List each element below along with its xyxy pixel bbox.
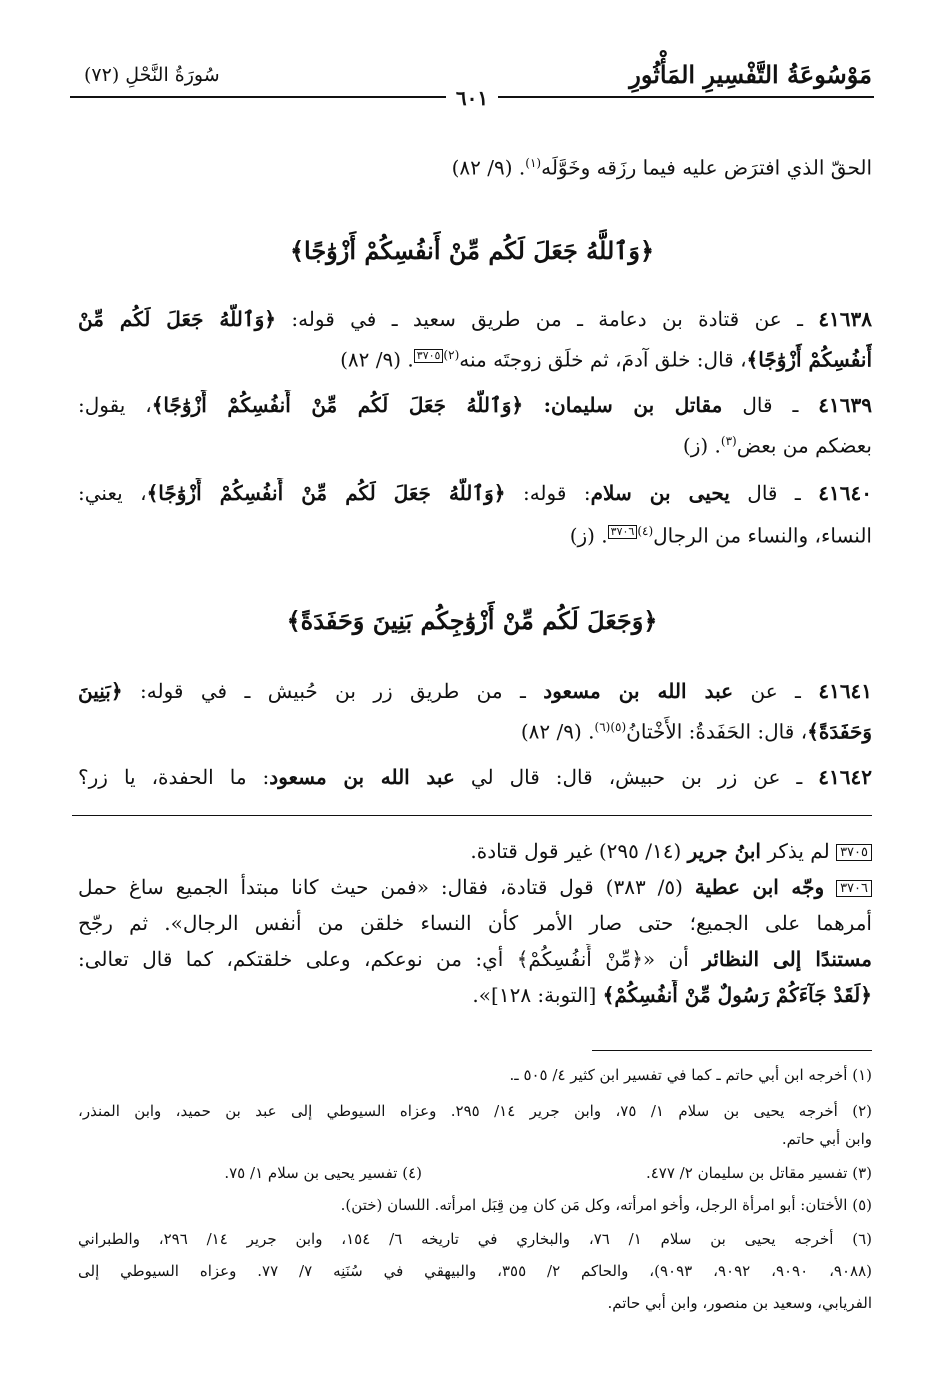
commentary-ref-box: ٣٧٠٦ [608, 525, 638, 539]
commentary-3706-line4: ﴿لَقَدْ جَآءَكُمْ رَسُولٌ مِّنْ أَنفُسِكُمْ﴾ [التوبة: ١٢٨]». [472, 983, 872, 1007]
scholar-name: ابنُ جرير [687, 839, 761, 863]
footnote-2: (٢) أخرجه يحيى بن سلام ١/ ٧٥، وابن جرير ١٤/ ٢٩٥. وعزاه السيوطي إلى عبد بن حميد، وابن المنذر، [78, 1102, 872, 1120]
footnote-5: (٥) الأختان: أبو امرأة الرجل، وأخو امرأته، وكل مَن كان مِن قِبَل امرأته. اللسان (ختن). [340, 1196, 872, 1214]
quran-quote: ﴿وَٱللَّهُ جَعَلَ لَكُم مِّنْ [78, 307, 276, 331]
narration-41639: ٤١٦٣٩ ـ قال مقاتل بن سليمان: ﴿وَٱللَّهُ جَعَلَ لَكُم مِّنْ أَنفُسِكُمْ أَزْوَٰجًا﴾، يقول: [78, 393, 872, 417]
quran-quote: ﴿وَٱللَّهُ جَعَلَ لَكُم مِّنْ أَنفُسِكُمْ أَزْوَٰجًا﴾ [146, 481, 506, 505]
footnote-ref: (٢) [443, 348, 460, 362]
quran-quote: ﴿بَنِينَ [78, 679, 123, 703]
intro-line: الحقّ الذي افترَض عليه فيما رزَقه وخَوَّلَه$^{(١)}$. (٩/ ٨٢) [451, 155, 872, 180]
footnote-ref: (٥)(٦) [594, 720, 627, 734]
footnote-ref: (٣) [720, 434, 737, 448]
footnote-ref: (١) [525, 156, 542, 170]
footnote-row-3-4 [78, 1160, 872, 1186]
footnote-separator [592, 1050, 872, 1051]
narration-number: ٤١٦٣٨ [818, 307, 872, 331]
footnote-6-cont: (٩٠٨٨، ٩٠٩٠، ٩٠٩٢، ٩٠٩٣)، والحاكم ٢/ ٣٥٥، والبيهقي في سُنَنِه ٧/ ٧٧. وعزاه السيوطي إلى [78, 1262, 872, 1280]
commentary-3705: ٣٧٠٥ لم يذكر ابنُ جرير (١٤/ ٢٩٥) غير قول قتادة. [78, 836, 872, 866]
page-number: ٦٠١ [446, 86, 498, 110]
narration-41641-cont: وَحَفَدَةً﴾، قال: الحَفَدةُ: الأَخْتانُ$^{(٥)(٦)}$. (٩/ ٨٢) [520, 719, 872, 744]
commentary-3706-line2: أمرهما على الجميع؛ حتى صار الأمر كأن النساء خلقن من أنفس الرجال». ثم رجّح [78, 911, 872, 935]
narration-number: ٤١٦٤٠ [818, 481, 872, 505]
footnote-6: (٦) أخرجه يحيى بن سلام ١/ ٧٦، والبخاري في تاريخه ٦/ ١٥٤، وابن جرير ١٤/ ٢٩٦، والطبراني [78, 1230, 872, 1248]
verse-heading: ﴿وَٱللَّهُ جَعَلَ لَكُم مِّنْ أَنفُسِكُمْ أَزْوَٰجًا﴾ [289, 236, 655, 265]
narrator-name: يحيى بن سلام [590, 481, 730, 505]
quran-quote: ﴿لَقَدْ جَآءَكُمْ رَسُولٌ مِّنْ أَنفُسِكُمْ﴾ [602, 983, 872, 1007]
verse-heading: ﴿وَجَعَلَ لَكُم مِّنْ أَزْوَٰجِكُم بَنِينَ وَحَفَدَةً﴾ [286, 606, 658, 635]
commentary-3706-line3: مستندًا إلى النظائر أن «﴿مِّنْ أَنفُسِكُمْ﴾ أي: من نوعكم، وعلى خلقتكم، كما قال تعالى: [78, 947, 872, 971]
narration-41642: ٤١٦٤٢ ـ عن زر بن حبيش، قال: قال لي عبد الله بن مسعود: ما الحفدة، يا زر؟ [78, 765, 872, 789]
scholar-name: وجّه ابن عطية [694, 875, 825, 899]
narrator-name: عبد الله بن مسعود [269, 765, 455, 789]
narration-number: ٤١٦٤٢ [818, 765, 872, 789]
narration-number: ٤١٦٣٩ [818, 393, 872, 417]
quran-quote: وَحَفَدَةً﴾ [807, 719, 872, 744]
narrator-name: عبد الله بن مسعود [543, 679, 734, 703]
narration-41640: ٤١٦٤٠ ـ قال يحيى بن سلام: قوله: ﴿وَٱللَّهُ جَعَلَ لَكُم مِّنْ أَنفُسِكُمْ أَزْوَٰجًا﴾، يعني: [78, 481, 872, 505]
narration-41640-cont: النساء، والنساء من الرجال$^{(٤)}$٣٧٠٦. (ز) [569, 523, 872, 548]
narration-41639-cont: بعضكم من بعض$^{(٣)}$. (ز) [682, 433, 872, 458]
commentary-3706: ٣٧٠٦ وجّه ابن عطية (٥/ ٣٨٣) قول قتادة، فقال: «فمن حيث كانا مبتدأ الجميع ساغ حمل [78, 872, 872, 902]
narrator-name: مقاتل بن سليمان [551, 393, 723, 417]
footnote-4: (٤) تفسير يحيى بن سلام ١/ ٧٥. [224, 1164, 422, 1182]
narration-41638: ٤١٦٣٨ ـ عن قتادة بن دعامة ـ من طريق سعيد ـ في قوله: ﴿وَٱللَّهُ جَعَلَ لَكُم مِّنْ [78, 307, 872, 331]
quran-quote: أَنفُسِكُمْ أَزْوَٰجًا﴾ [746, 347, 872, 372]
footnote-6-cont2: الفريابي، وسعيد بن منصور، وابن أبي حاتم. [607, 1294, 872, 1312]
book-title: مَوْسُوعَةُ التَّفْسِيرِ المَأْثُورِ [629, 60, 872, 89]
surah-name: سُورَةُ النَّحْلِ (٧٢) [84, 64, 220, 86]
narration-number: ٤١٦٤١ [818, 679, 872, 703]
footnote-2-cont: وابن أبي حاتم. [781, 1130, 872, 1148]
quran-quote: : ﴿وَٱللَّهُ جَعَلَ لَكُم مِّنْ أَنفُسِكُمْ أَزْوَٰجًا﴾ [151, 393, 552, 417]
footnote-ref: (٤) [637, 524, 654, 538]
commentary-ref-box: ٣٧٠٥ [414, 349, 444, 363]
commentary-number-box: ٣٧٠٦ [836, 880, 872, 897]
commentary-number-box: ٣٧٠٥ [836, 844, 872, 861]
footnote-3: (٣) تفسير مقاتل بن سليمان ٢/ ٤٧٧. [645, 1164, 872, 1182]
narration-41641: ٤١٦٤١ ـ عن عبد الله بن مسعود ـ من طريق زر بن حُبيش ـ في قوله: ﴿بَنِينَ [78, 679, 872, 703]
commentary-separator [72, 815, 872, 816]
footnote-1: (١) أخرجه ابن أبي حاتم ـ كما في تفسير ابن كثير ٤/ ٥٠٥ ـ. [509, 1066, 872, 1084]
narration-41638-cont: أَنفُسِكُمْ أَزْوَٰجًا﴾، قال: خلق آدمَ، ثم خلَق زوجتَه منه$^{(٢)}$٣٧٠٥. (٩/ ٨٢) [340, 347, 872, 372]
